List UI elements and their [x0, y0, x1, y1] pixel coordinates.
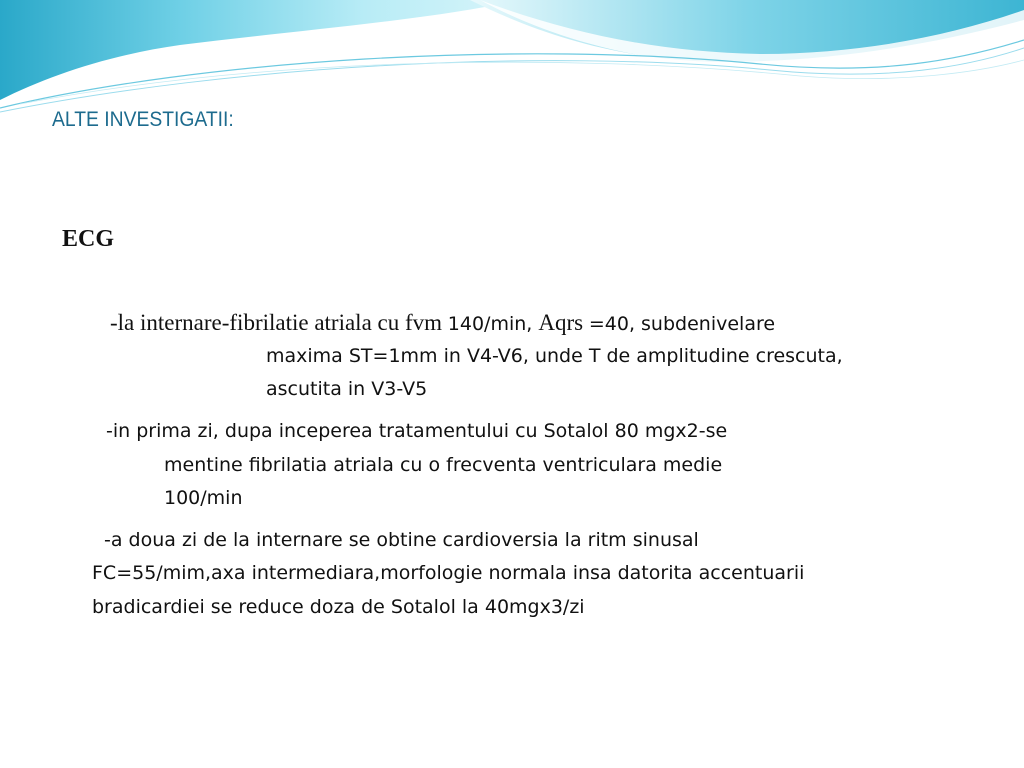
paragraph-1-serif-run-b: Aqrs [538, 310, 589, 335]
paragraph-2-line-1: -in prima zi, dupa inceperea tratamentului cu Sotalol 80 mgx2-se [106, 420, 728, 442]
paragraph-1-sans-run-a: 140/min, [447, 313, 539, 335]
paragraph-3-line-3: bradicardiei se reduce doza de Sotalol la 40mgx3/zi [92, 596, 585, 618]
paragraph-1-serif-run-a: -la internare-fibrilatie atriala cu fvm [110, 310, 448, 335]
paragraph-1-line-2: maxima ST=1mm in V4-V6, unde T de amplitudine crescuta, [266, 345, 843, 367]
paragraph-3-line-1: -a doua zi de la internare se obtine cardioversia la ritm sinusal [104, 529, 699, 551]
slide-title: ALTE INVESTIGATII: [52, 108, 234, 131]
section-heading-ecg: ECG [62, 226, 115, 252]
paragraph-1-line-3: ascutita in V3-V5 [266, 378, 428, 400]
paragraph-2-line-3: 100/min [164, 487, 243, 509]
paragraph-1-line-1 [110, 306, 775, 341]
paragraph-2-line-2: mentine fibrilatia atriala cu o frecventa ventriculara medie [164, 454, 723, 476]
paragraph-1-sans-run-b: =40, subdenivelare [588, 313, 776, 335]
paragraph-3-line-2: FC=55/mim,axa intermediara,morfologie normala insa datorita accentuarii [92, 562, 805, 584]
